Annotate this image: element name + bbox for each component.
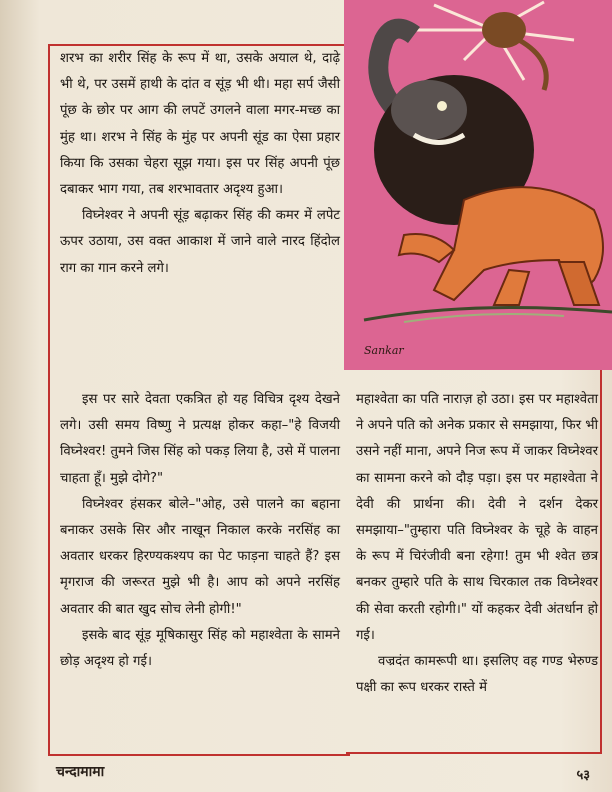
paragraph: वज्रदंत कामरूपी था। इसलिए वह गण्ड भेरुण्ड पक्षी का रूप धरकर रास्ते में xyxy=(356,654,598,696)
left-column-top xyxy=(60,46,340,282)
paragraph: विघ्नेश्वर हंसकर बोले–"ओह, उसे पालने का बहाना बनाकर उसके सिर और नाखून निकाल करके नरसिंह का अवतार धरकर हिरण्यकश्यप का पेट फाड़ना चाहते हैं? इस मृगराज की जरूरत मुझे भी है। आप को अपने नरसिंह अवतार की बात खुद सोच लेनी होगी!" xyxy=(60,496,340,617)
illustration-svg xyxy=(344,0,612,370)
elephant-head xyxy=(391,80,467,140)
artist-signature: Sankar xyxy=(364,344,404,357)
page-number: ५३ xyxy=(576,768,590,783)
paragraph: महाश्वेता का पति नाराज़ हो उठा। इस पर महाश्वेता ने अपने पति को अनेक प्रकार से समझाया, फिर भी उसने नहीं माना, अपने निज रूप में जाकर विघ्नेश्वर का सामना करने को दौड़ पड़ा। इस पर महाश्वेता ने देवी की प्रार्थना की। देवी ने दर्शन देकर समझाया–"तुम्हारा पति विघ्नेश्वर के चूहे के वाहन के रूप में चिरंजीवी बना रहेगा! तुम भी श्वेत छत्र बनकर तुम्हारे पति के साथ चिरकाल तक विघ्नेश्वर की सेवा करती रहोगी।" यों कहकर देवी अंतर्धान हो गई। xyxy=(356,392,598,643)
paragraph: विघ्नेश्वर ने अपनी सूंड़ बढ़ाकर सिंह की कमर में लपेट ऊपर उठाया, उस वक्त आकाश में जाने वाले नारद हिंदोल राग का गान करने लगे। xyxy=(60,208,340,276)
paragraph: इस पर सारे देवता एकत्रित हो यह विचित्र दृश्य देखने लगे। उसी समय विष्णु ने प्रत्यक्ष होकर कहा–"हे विजयी विघ्नेश्वर! तुमने जिस सिंह को पकड़ लिया है, उसे में पालना चाहता हूँ। मुझे दोगे?" xyxy=(60,392,340,486)
magazine-name: चन्दामामा xyxy=(56,764,105,780)
left-column-bottom xyxy=(60,387,340,675)
paragraph: शरभ का शरीर सिंह के रूप में था, उसके अयाल थे, दाढ़े भी थे, पर उसमें हाथी के दांत व सूंड़ भी थी। महा सर्प जैसी पूंछ के छोर पर आग की लपटें उगलने वाला मगर-मच्छ का मुंह था। शरभ ने सिंह के मुंह पर अपनी सूंड का ऐसा प्रहार किया कि उसका चेहरा सूझ गया। इस पर सिंह अपनी पूंछ दबाकर भाग गया, तब शरभावतार अदृश्य हुआ। xyxy=(60,51,340,198)
right-column xyxy=(356,387,598,701)
paragraph: इसके बाद सूंड़ मूषिकासुर सिंह को महाश्वेता के सामने छोड़ अदृश्य हो गई। xyxy=(60,627,340,670)
illustration-sharabha-lion xyxy=(344,0,612,370)
